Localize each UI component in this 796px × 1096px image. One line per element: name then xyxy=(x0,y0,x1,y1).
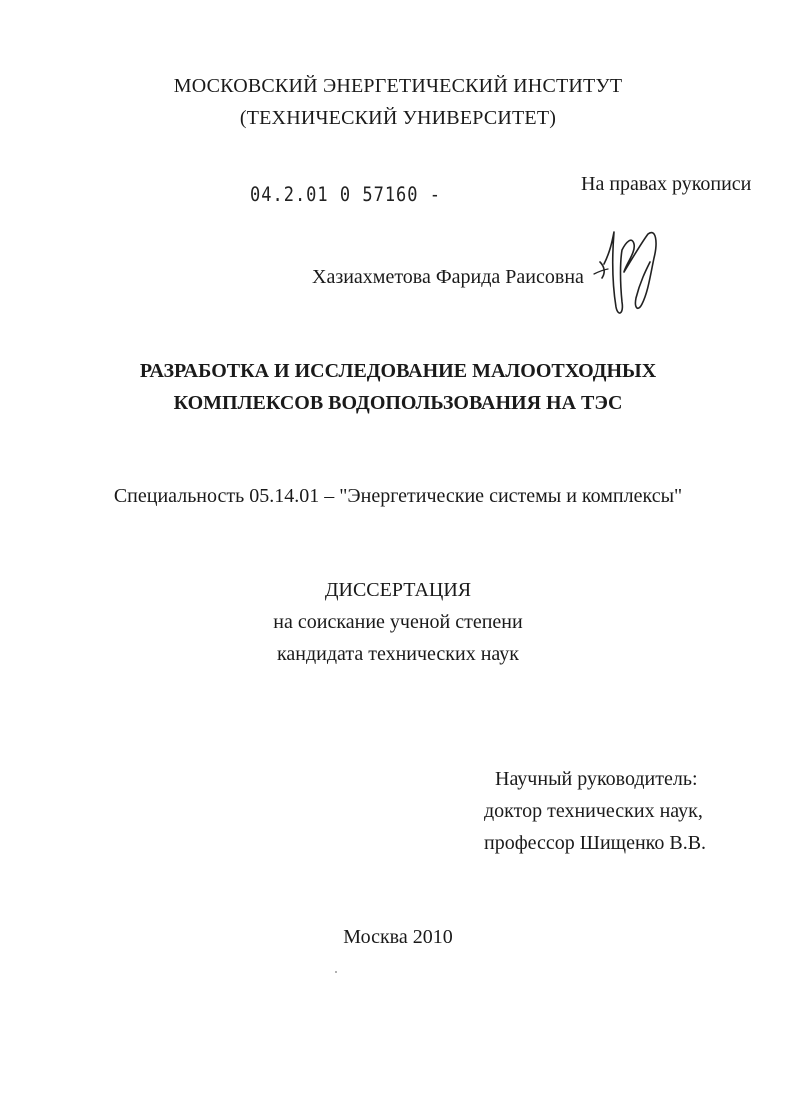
title-line-1: РАЗРАБОТКА И ИССЛЕДОВАНИЕ МАЛООТХОДНЫХ xyxy=(139,360,657,382)
degree-purpose-line-2: кандидата технических наук xyxy=(276,643,520,665)
supervisor-label: Научный руководитель: xyxy=(495,768,698,790)
supervisor-name: профессор Шищенко В.В. xyxy=(484,832,707,854)
dissertation-label: ДИССЕРТАЦИЯ xyxy=(324,579,472,601)
archive-stamp: 04.2.01 0 57160 - xyxy=(250,183,441,207)
specialty: Специальность 05.14.01 – "Энергетические системы и комплексы" xyxy=(113,485,683,507)
author-name: Хазиахметова Фарида Раисовна xyxy=(312,266,584,288)
university-name: (ТЕХНИЧЕСКИЙ УНИВЕРСИТЕТ) xyxy=(239,107,557,129)
manuscript-rights: На правах рукописи xyxy=(581,173,752,195)
scan-speck xyxy=(335,971,337,973)
supervisor-degree: доктор технических наук, xyxy=(484,800,703,822)
city-year: Москва 2010 xyxy=(343,926,453,948)
institute-name: МОСКОВСКИЙ ЭНЕРГЕТИЧЕСКИЙ ИНСТИТУТ xyxy=(173,75,623,97)
title-line-2: КОМПЛЕКСОВ ВОДОПОЛЬЗОВАНИЯ НА ТЭС xyxy=(173,392,623,414)
degree-purpose-line-1: на соискание ученой степени xyxy=(273,611,523,633)
author-signature xyxy=(590,222,670,322)
